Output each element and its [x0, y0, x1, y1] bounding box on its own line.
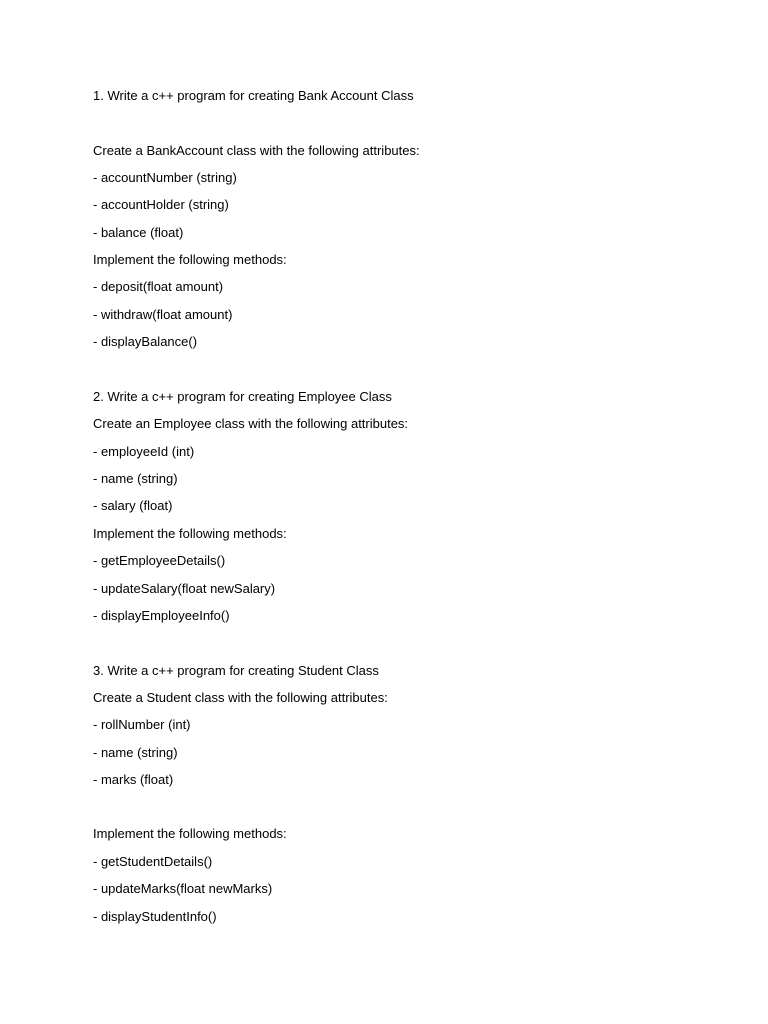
section-2-attributes-intro: Create an Employee class with the following attributes: — [93, 416, 409, 431]
section-1-methods-intro: Implement the following methods: — [93, 252, 287, 267]
section-2-methods-intro: Implement the following methods: — [93, 526, 287, 541]
section-2-method-item: - updateSalary(float newSalary) — [93, 581, 276, 596]
section-3-attribute-item: - rollNumber (int) — [93, 717, 191, 732]
section-1-attributes-intro: Create a BankAccount class with the following attributes: — [93, 143, 420, 158]
section-2-attribute-item: - salary (float) — [93, 498, 173, 513]
section-3-method-item: - displayStudentInfo() — [93, 909, 217, 924]
section-1-attribute-item: - accountHolder (string) — [93, 197, 229, 212]
section-1-method-item: - displayBalance() — [93, 334, 198, 349]
section-1-attribute-item: - accountNumber (string) — [93, 170, 237, 185]
section-3-heading: 3. Write a c++ program for creating Student Class — [93, 663, 379, 678]
section-3-attribute-item: - marks (float) — [93, 772, 174, 787]
section-1-method-item: - deposit(float amount) — [93, 279, 224, 294]
section-3-methods-intro: Implement the following methods: — [93, 826, 287, 841]
section-3-attributes-intro: Create a Student class with the following attributes: — [93, 690, 388, 705]
section-1-heading: 1. Write a c++ program for creating Bank Account Class — [93, 88, 414, 103]
section-2-attribute-item: - name (string) — [93, 471, 178, 486]
section-3-attribute-item: - name (string) — [93, 745, 178, 760]
section-2-heading: 2. Write a c++ program for creating Employee Class — [93, 389, 392, 404]
section-3-method-item: - getStudentDetails() — [93, 854, 213, 869]
section-2-method-item: - getEmployeeDetails() — [93, 553, 226, 568]
section-1-method-item: - withdraw(float amount) — [93, 307, 233, 322]
section-2-attribute-item: - employeeId (int) — [93, 444, 195, 459]
section-3-method-item: - updateMarks(float newMarks) — [93, 881, 273, 896]
section-2-method-item: - displayEmployeeInfo() — [93, 608, 230, 623]
section-1-attribute-item: - balance (float) — [93, 225, 184, 240]
